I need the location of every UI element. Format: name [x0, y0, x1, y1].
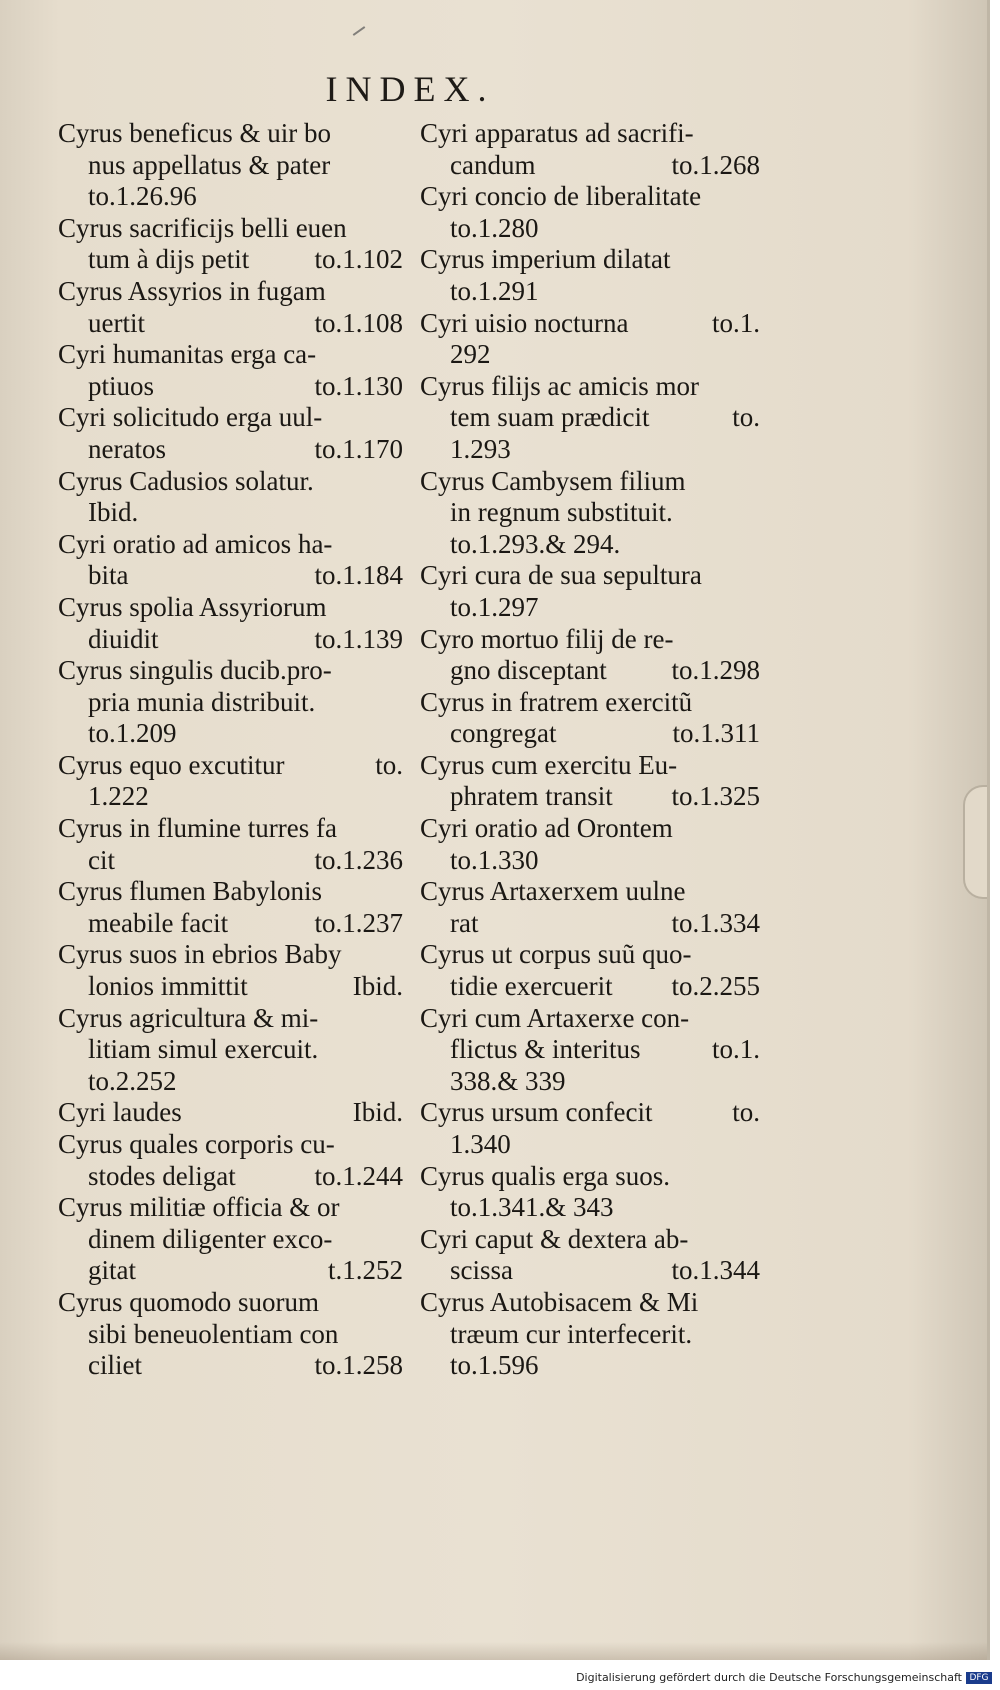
- index-entry-reference: to.1.258: [314, 1350, 403, 1381]
- index-entry-line: [420, 1224, 760, 1256]
- index-entry-line: [58, 560, 403, 592]
- index-entry-text: flictus & interitus: [450, 1034, 641, 1065]
- index-entry-line: [58, 150, 403, 182]
- index-entry-line: [420, 402, 760, 434]
- index-entry-text: Cyrus sacrificijs belli euen: [58, 212, 347, 243]
- index-entry-line: [420, 181, 760, 213]
- index-entry-line: [58, 845, 403, 877]
- index-entry-line: [420, 1129, 760, 1161]
- index-entry-text: stodes deligat: [88, 1160, 236, 1191]
- index-entry-reference: Ibid.: [352, 1097, 403, 1128]
- index-entry-text: meabile facit: [88, 907, 229, 938]
- index-entry-reference: to.1.184: [314, 560, 403, 591]
- index-entry-line: [58, 1224, 403, 1256]
- index-entry-text: tem suam prædicit: [450, 402, 650, 433]
- index-entry-text: Cyrus quales corporis cu-: [58, 1129, 335, 1159]
- index-entry-text: Cyrus Artaxerxem uulne: [420, 876, 686, 907]
- index-entry-line: [58, 624, 403, 656]
- index-entry-line: [420, 687, 760, 719]
- index-entry-line: [58, 1287, 403, 1319]
- index-entry-reference: to.: [732, 402, 760, 433]
- page-header-index: INDEX.: [325, 69, 495, 109]
- index-entry-reference: to.1.311: [672, 718, 760, 749]
- index-entry-text: Cyrus qualis erga suos.: [420, 1160, 670, 1191]
- index-entry-line: [420, 371, 760, 403]
- index-entry-line: [420, 118, 760, 150]
- index-entry-line: [420, 213, 760, 245]
- index-entry-line: [420, 1192, 760, 1224]
- index-entry-line: [58, 781, 403, 813]
- index-entry-text: to.2.252: [88, 1065, 177, 1096]
- index-entry-line: [58, 339, 403, 371]
- index-entry-line: [420, 560, 760, 592]
- index-entry-text: gno disceptant: [450, 655, 607, 686]
- index-entry-line: [58, 592, 403, 624]
- index-entry-text: Cyrus cum exercitu Eu-: [420, 749, 678, 780]
- index-entry-text: Cyrus in flumine turres fa: [58, 813, 337, 844]
- index-entry-line: [58, 402, 403, 434]
- index-entry-line: [58, 466, 403, 498]
- index-entry-reference: to.: [375, 749, 403, 780]
- index-entry-text: træum cur interfecerit.: [450, 1318, 693, 1349]
- index-entry-line: [58, 1034, 403, 1066]
- index-entry-reference: to.1.298: [671, 655, 760, 686]
- index-entry-text: lonios immittit: [88, 971, 248, 1002]
- index-entry-line: [58, 371, 403, 403]
- index-entry-text: neratos: [88, 433, 166, 464]
- index-entry-reference: to.1.325: [671, 781, 760, 812]
- index-entry-line: [58, 434, 403, 466]
- index-entry-line: [420, 497, 760, 529]
- index-entry-line: [58, 213, 403, 245]
- index-entry-line: [420, 876, 760, 908]
- index-entry-text: to.1.291: [450, 275, 539, 306]
- index-entry-text: phratem transit: [450, 781, 613, 812]
- index-entry-text: to.1.596: [450, 1350, 539, 1381]
- index-entry-reference: to.1.236: [314, 844, 403, 875]
- index-entry-reference: t.1.252: [327, 1255, 403, 1286]
- index-entry-text: Cyrus in fratrem exercitũ: [420, 686, 693, 717]
- index-entry-line: [420, 1161, 760, 1193]
- index-entry-line: [420, 939, 760, 971]
- index-entry-line: [58, 971, 403, 1003]
- index-entry-text: ptiuos: [88, 370, 155, 401]
- index-entry-text: Cyri humanitas erga ca-: [58, 339, 317, 370]
- index-entry-line: [420, 276, 760, 308]
- index-entry-text: tidie exercuerit: [450, 971, 613, 1002]
- index-entry-line: [58, 687, 403, 719]
- index-entry-text: congregat: [450, 718, 557, 749]
- index-entry-text: Cyri oratio ad Orontem: [420, 813, 673, 844]
- index-entry-text: Cyrus Assyrios in fugam: [58, 275, 326, 306]
- dfg-logo: DFG: [966, 1672, 992, 1684]
- index-entry-line: [58, 1161, 403, 1193]
- page-tab-notch: [963, 785, 987, 899]
- index-entry-text: Cyrus suos in ebrios Baby: [58, 939, 342, 970]
- index-entry-line: [420, 1066, 760, 1098]
- index-entry-line: [58, 1097, 403, 1129]
- index-entry-line: [58, 1003, 403, 1035]
- index-entry-text: 1.222: [88, 781, 149, 812]
- index-column-right: [420, 118, 760, 1382]
- index-entry-text: Cyri oratio ad amicos ha-: [58, 528, 333, 559]
- index-entry-line: [58, 1066, 403, 1098]
- index-entry-line: [58, 750, 403, 782]
- index-entry-line: [420, 1319, 760, 1351]
- index-entry-text: Cyrus spolia Assyriorum: [58, 591, 327, 622]
- index-entry-text: dinem diligenter exco-: [88, 1223, 333, 1254]
- index-entry-text: Cyrus imperium dilatat: [420, 244, 671, 275]
- index-entry-text: ciliet: [88, 1350, 142, 1381]
- index-entry-text: 338.& 339: [450, 1065, 566, 1096]
- index-column-left: [58, 118, 403, 1382]
- index-entry-reference: to.1.268: [671, 149, 760, 180]
- index-entry-text: Cyrus quomodo suorum: [58, 1286, 320, 1317]
- index-entry-reference: to.1.170: [314, 433, 403, 464]
- index-entry-line: [420, 244, 760, 276]
- index-entry-line: [420, 1287, 760, 1319]
- index-entry-text: to.1.26.96: [88, 181, 197, 212]
- index-entry-line: [58, 529, 403, 561]
- index-entry-line: [58, 876, 403, 908]
- index-entry-line: [58, 244, 403, 276]
- index-entry-text: Cyrus Autobisacem & Mi: [420, 1286, 699, 1317]
- index-entry-text: Cyrus agricultura & mi-: [58, 1002, 319, 1033]
- index-entry-text: Cyri cum Artaxerxe con-: [420, 1002, 690, 1033]
- index-entry-text: litiam simul exercuit.: [88, 1034, 319, 1065]
- index-entry-line: [58, 1319, 403, 1351]
- index-entry-line: [58, 1192, 403, 1224]
- index-entry-text: to.1.280: [450, 212, 539, 243]
- index-entry-text: Cyrus Cadusios solatur.: [58, 465, 314, 496]
- index-entry-line: [58, 181, 403, 213]
- index-entry-text: sibi beneuolentiam con: [88, 1318, 339, 1349]
- index-entry-line: [420, 529, 760, 561]
- index-entry-text: nus appellatus & pater: [88, 149, 331, 180]
- index-entry-text: 1.293: [450, 433, 511, 464]
- index-entry-line: [420, 592, 760, 624]
- index-entry-line: [420, 150, 760, 182]
- index-entry-line: [420, 1003, 760, 1035]
- index-entry-text: Cyri laudes: [58, 1097, 182, 1128]
- index-entry-line: [420, 434, 760, 466]
- index-entry-text: rat: [450, 907, 479, 938]
- index-entry-text: diuidit: [88, 623, 159, 654]
- index-entry-text: to.1.330: [450, 844, 539, 875]
- index-entry-line: [420, 971, 760, 1003]
- index-entry-reference: to.1.: [711, 307, 760, 338]
- index-entry-text: to.1.209: [88, 718, 177, 749]
- index-entry-text: Cyri uisio nocturna: [420, 307, 629, 338]
- index-entry-line: [58, 308, 403, 340]
- index-entry-reference: to.: [732, 1097, 760, 1128]
- index-entry-line: [58, 813, 403, 845]
- index-entry-line: [420, 750, 760, 782]
- index-entry-text: Ibid.: [88, 497, 139, 528]
- index-entry-text: Cyri concio de liberalitate: [420, 181, 702, 212]
- index-entry-line: [58, 1129, 403, 1161]
- index-entry-text: Cyrus filijs ac amicis mor: [420, 370, 699, 401]
- index-entry-line: [58, 497, 403, 529]
- index-entry-reference: Ibid.: [352, 971, 403, 1002]
- index-entry-text: 292: [450, 339, 491, 370]
- index-entry-reference: to.1.244: [314, 1160, 403, 1191]
- digitization-footer: [576, 1671, 992, 1684]
- index-entry-text: cit: [88, 844, 115, 875]
- index-entry-text: Cyri caput & dextera ab-: [420, 1223, 689, 1254]
- index-entry-text: gitat: [88, 1255, 136, 1286]
- index-entry-text: tum à dijs petit: [88, 244, 250, 275]
- index-entry-text: to.1.293.& 294.: [450, 528, 621, 559]
- index-entry-text: in regnum substituit.: [450, 497, 673, 528]
- index-entry-text: Cyrus flumen Babylonis: [58, 876, 322, 907]
- index-entry-text: pria munia distribuit.: [88, 686, 316, 717]
- index-entry-text: Cyrus ursum confecit: [420, 1097, 653, 1128]
- index-entry-reference: to.1.: [711, 1034, 760, 1065]
- index-entry-line: [420, 1350, 760, 1382]
- index-entry-line: [420, 845, 760, 877]
- index-entry-line: [420, 655, 760, 687]
- index-entry-line: [420, 466, 760, 498]
- index-entry-reference: to.1.334: [671, 907, 760, 938]
- index-entry-text: to.1.341.& 343: [450, 1192, 614, 1223]
- index-entry-text: uertit: [88, 307, 145, 338]
- index-entry-text: candum: [450, 149, 536, 180]
- index-entry-text: scissa: [450, 1255, 513, 1286]
- index-entry-line: [420, 339, 760, 371]
- index-entry-reference: to.1.237: [314, 907, 403, 938]
- index-entry-reference: to.1.139: [314, 623, 403, 654]
- index-entry-text: bita: [88, 560, 129, 591]
- index-entry-line: [420, 908, 760, 940]
- index-entry-line: [58, 1350, 403, 1382]
- index-entry-text: Cyri solicitudo erga uul-: [58, 402, 323, 433]
- index-entry-line: [58, 939, 403, 971]
- index-entry-line: [58, 118, 403, 150]
- index-entry-reference: to.1.108: [314, 307, 403, 338]
- index-entry-line: [58, 1255, 403, 1287]
- index-entry-line: [420, 1097, 760, 1129]
- index-entry-text: Cyri cura de sua sepultura: [420, 560, 702, 591]
- ink-mark: [353, 26, 366, 36]
- index-entry-reference: to.1.102: [314, 244, 403, 275]
- index-entry-line: [58, 908, 403, 940]
- index-entry-line: [420, 781, 760, 813]
- index-entry-text: Cyrus ut corpus suũ quo-: [420, 939, 692, 970]
- index-entry-line: [420, 624, 760, 656]
- index-entry-text: Cyri apparatus ad sacrifi-: [420, 118, 694, 148]
- index-entry-text: Cyro mortuo filij de re-: [420, 623, 674, 654]
- index-entry-line: [420, 1034, 760, 1066]
- index-entry-text: Cyrus beneficus & uir bo: [58, 118, 331, 148]
- index-entry-text: 1.340: [450, 1129, 511, 1159]
- index-entry-line: [58, 718, 403, 750]
- index-entry-text: Cyrus singulis ducib.pro-: [58, 655, 332, 686]
- index-entry-line: [420, 1255, 760, 1287]
- index-entry-line: [58, 276, 403, 308]
- index-entry-line: [420, 308, 760, 340]
- index-entry-reference: to.1.130: [314, 370, 403, 401]
- footer-credit-text: Digitalisierung gefördert durch die Deutsche Forschungsgemeinschaft: [576, 1671, 962, 1684]
- index-entry-text: Cyrus militiæ officia & or: [58, 1192, 340, 1223]
- index-entry-reference: to.1.344: [671, 1255, 760, 1286]
- index-entry-reference: to.2.255: [671, 971, 760, 1002]
- index-entry-text: Cyrus equo excutitur: [58, 749, 285, 780]
- index-entry-line: [420, 718, 760, 750]
- index-entry-text: to.1.297: [450, 591, 539, 622]
- index-entry-line: [420, 813, 760, 845]
- index-entry-text: Cyrus Cambysem filium: [420, 465, 686, 496]
- index-entry-line: [58, 655, 403, 687]
